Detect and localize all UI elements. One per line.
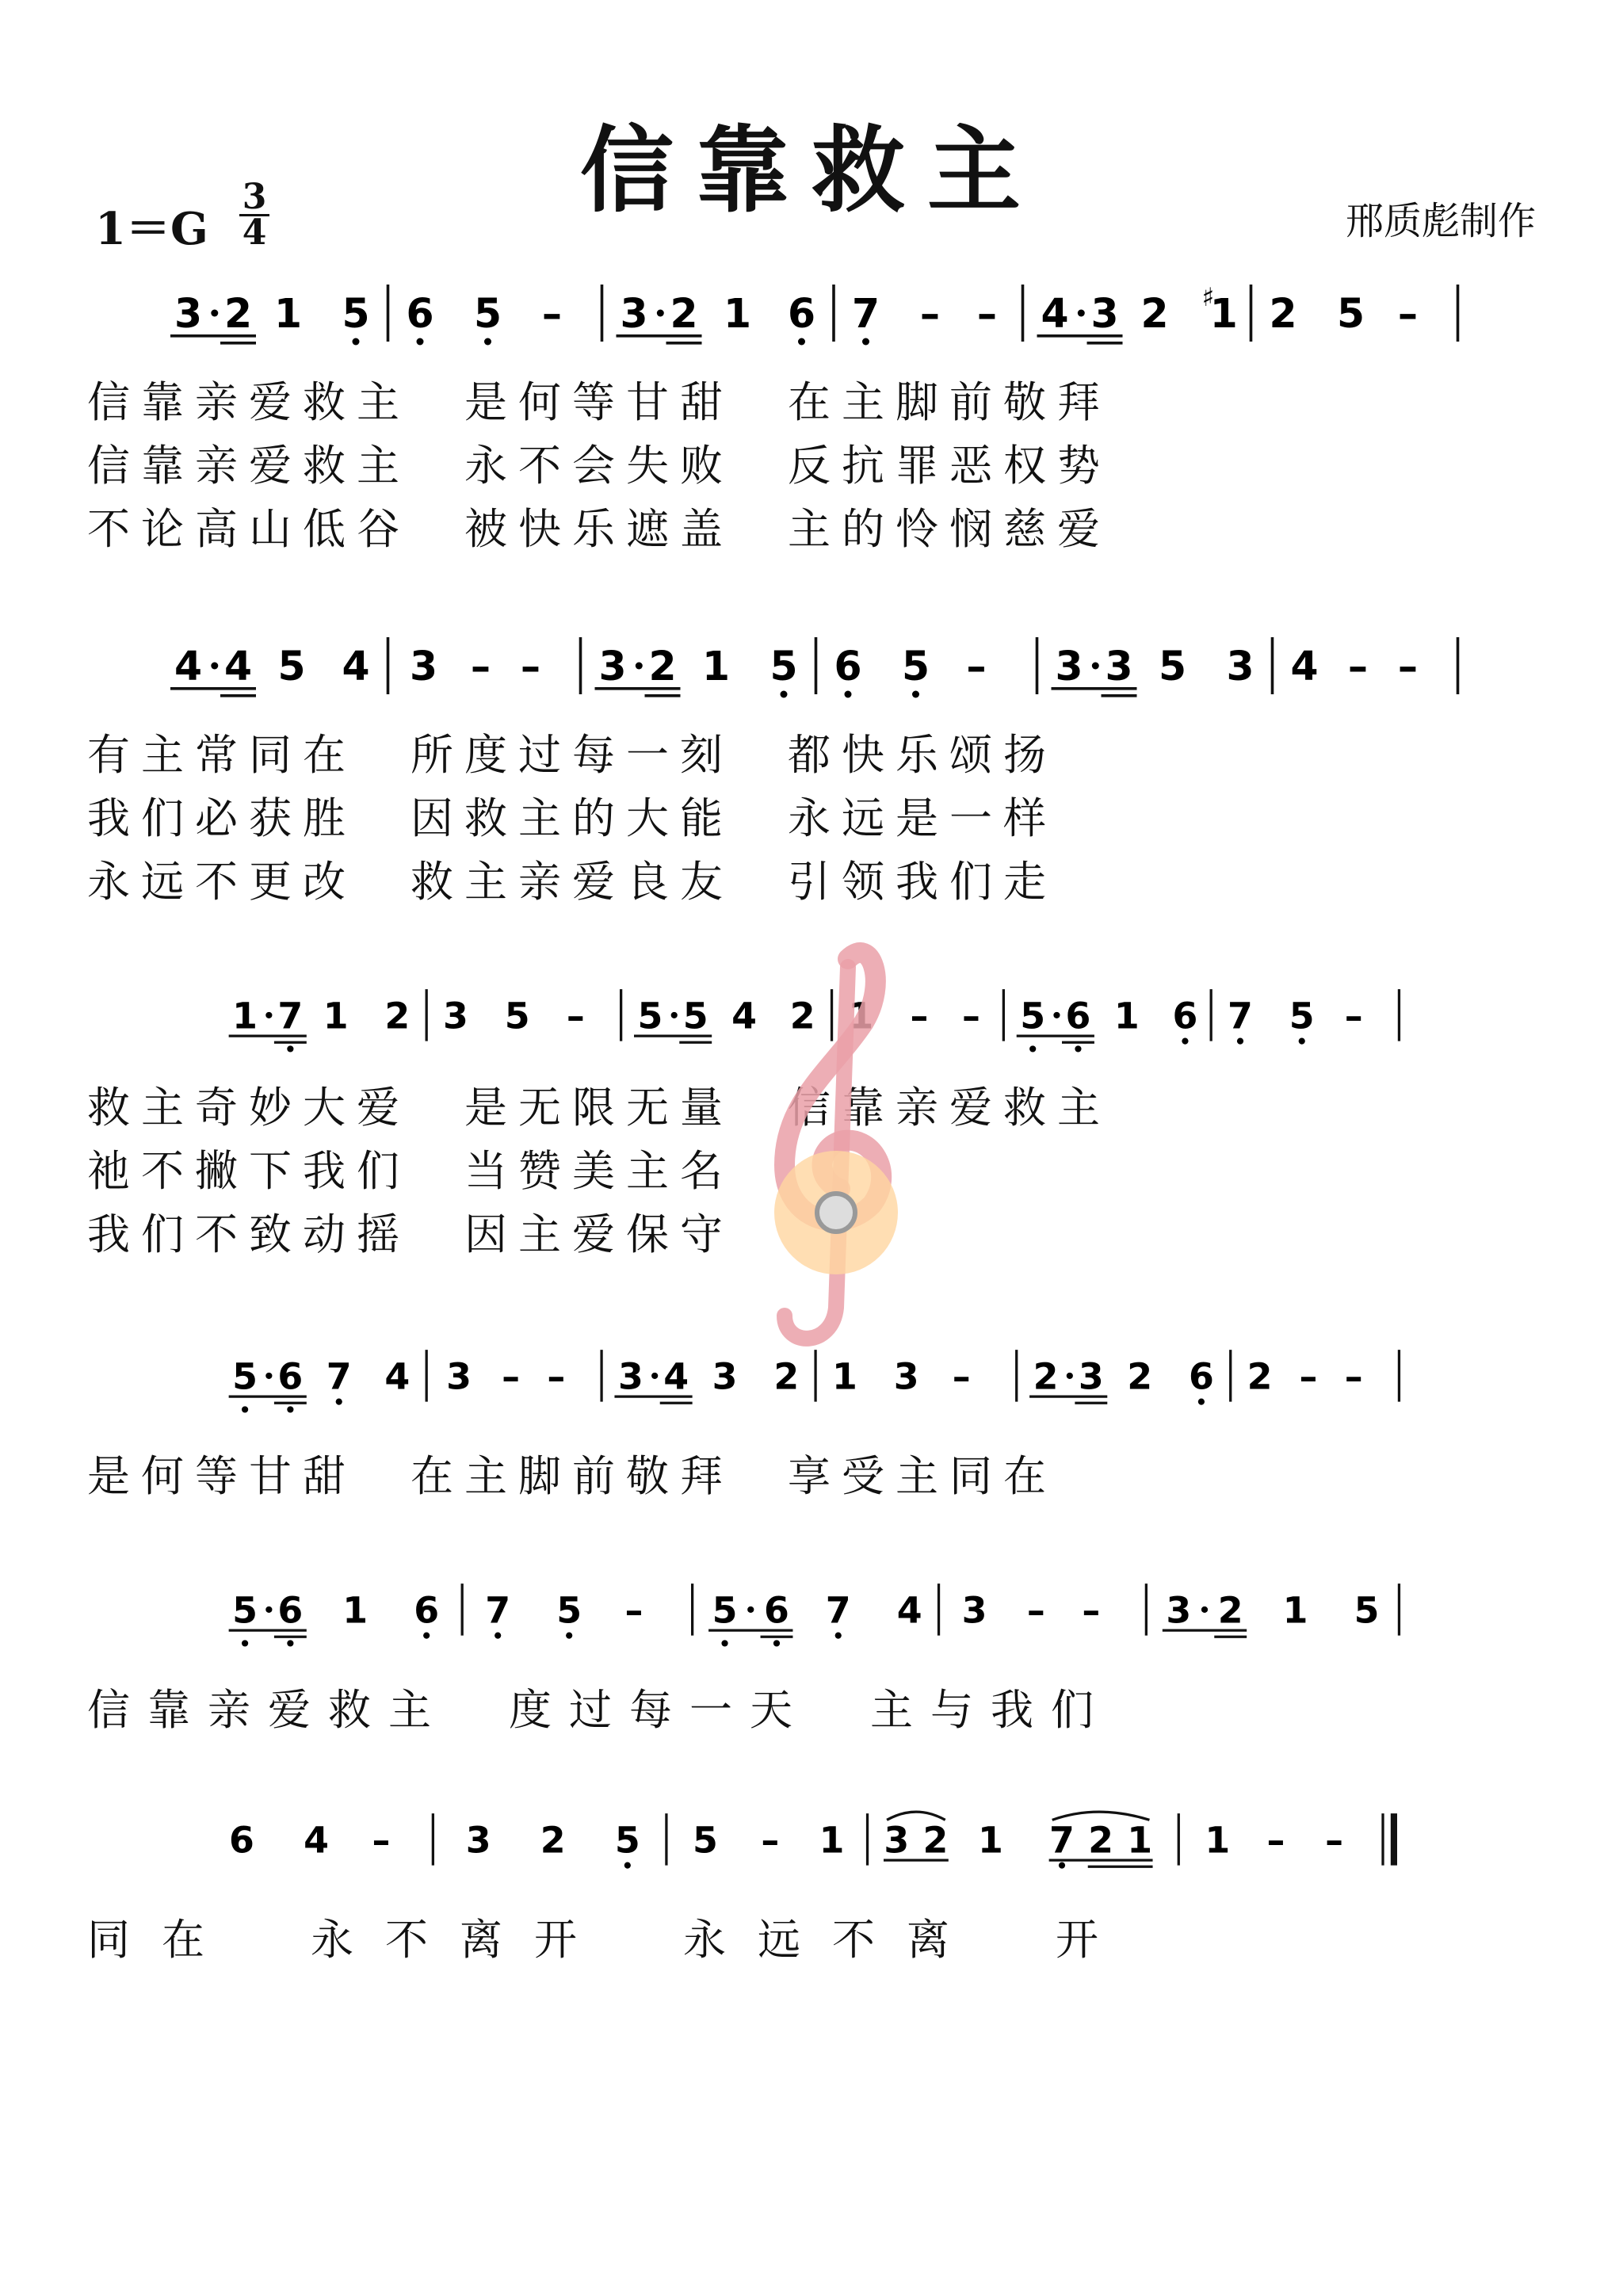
svg-text:2: 2 bbox=[1247, 1354, 1273, 1398]
svg-text:5: 5 bbox=[232, 1354, 258, 1398]
svg-text:3: 3 bbox=[884, 1818, 910, 1862]
lyric-verse-3: 不论高山低谷 被快乐遮盖 主的怜悯慈爱 bbox=[87, 504, 1111, 554]
svg-text:5: 5 bbox=[1354, 1588, 1380, 1632]
svg-text:7: 7 bbox=[825, 1588, 851, 1632]
svg-text:1: 1 bbox=[978, 1818, 1003, 1862]
svg-text:2: 2 bbox=[789, 994, 815, 1037]
svg-text:–: – bbox=[1344, 994, 1363, 1037]
svg-text:5: 5 bbox=[693, 1818, 718, 1862]
svg-text:1: 1 bbox=[323, 994, 349, 1037]
svg-text:5: 5 bbox=[1336, 290, 1365, 337]
svg-text:4: 4 bbox=[1041, 290, 1069, 337]
svg-text:–: – bbox=[566, 994, 585, 1037]
lyric-verse-1: 同在 永不离开 永远不离 开 bbox=[87, 1915, 1130, 1965]
svg-text:7: 7 bbox=[1228, 994, 1253, 1037]
svg-text:3: 3 bbox=[465, 1818, 491, 1862]
svg-text:2: 2 bbox=[1033, 1354, 1059, 1398]
svg-text:–: – bbox=[547, 1354, 566, 1398]
svg-text:5: 5 bbox=[637, 994, 663, 1037]
svg-text:4: 4 bbox=[731, 994, 758, 1037]
svg-text:2: 2 bbox=[648, 643, 677, 690]
svg-text:6: 6 bbox=[787, 290, 816, 337]
lyric-verse-2: 信靠亲爱救主 永不会失败 反抗罪恶权势 bbox=[87, 441, 1111, 491]
svg-text:2: 2 bbox=[1140, 290, 1169, 337]
svg-text:–: – bbox=[1299, 1354, 1318, 1398]
svg-text:5: 5 bbox=[556, 1588, 582, 1632]
svg-text:–: – bbox=[372, 1818, 391, 1862]
svg-text:6: 6 bbox=[1172, 994, 1198, 1037]
svg-text:3: 3 bbox=[1226, 643, 1254, 690]
svg-text:7: 7 bbox=[485, 1588, 511, 1632]
svg-text:4: 4 bbox=[384, 1354, 411, 1398]
svg-text:6: 6 bbox=[277, 1588, 304, 1632]
svg-text:3: 3 bbox=[961, 1588, 987, 1632]
svg-text:2: 2 bbox=[922, 1818, 949, 1862]
svg-text:–: – bbox=[910, 994, 929, 1037]
svg-text:3: 3 bbox=[1166, 1588, 1192, 1632]
svg-text:2: 2 bbox=[223, 290, 253, 337]
svg-text:3: 3 bbox=[1055, 643, 1083, 690]
svg-text:♯: ♯ bbox=[1201, 282, 1215, 312]
svg-text:4: 4 bbox=[342, 643, 370, 690]
svg-text:1: 1 bbox=[701, 643, 731, 690]
svg-text:1: 1 bbox=[831, 1354, 857, 1398]
svg-text:–: – bbox=[919, 290, 941, 337]
score-row-1 bbox=[87, 277, 1537, 571]
svg-text:5: 5 bbox=[614, 1818, 640, 1862]
svg-text:1: 1 bbox=[1113, 994, 1140, 1037]
svg-text:1: 1 bbox=[723, 290, 752, 337]
score-row-4 bbox=[87, 1343, 1537, 1518]
notation-line-5 bbox=[87, 1577, 1537, 1648]
svg-text:5: 5 bbox=[769, 643, 798, 690]
svg-text:–: – bbox=[966, 643, 987, 690]
svg-text:5: 5 bbox=[712, 1588, 738, 1632]
lyric-verse-3: 我们不致动摇 因主爱保守 bbox=[87, 1209, 734, 1259]
svg-text:6: 6 bbox=[1188, 1354, 1214, 1398]
svg-text:–: – bbox=[1082, 1588, 1101, 1632]
svg-text:–: – bbox=[962, 994, 980, 1037]
svg-text:5: 5 bbox=[1158, 643, 1187, 690]
svg-text:3: 3 bbox=[1090, 290, 1119, 337]
svg-text:1: 1 bbox=[1127, 1818, 1153, 1862]
svg-text:–: – bbox=[520, 643, 541, 690]
svg-text:1: 1 bbox=[232, 994, 258, 1037]
time-signature bbox=[235, 177, 274, 253]
svg-text:–: – bbox=[976, 290, 998, 337]
key-signature: 1＝G bbox=[95, 203, 208, 255]
svg-text:3: 3 bbox=[893, 1354, 919, 1398]
svg-text:6: 6 bbox=[764, 1588, 789, 1632]
svg-text:7: 7 bbox=[1049, 1818, 1075, 1862]
svg-text:3: 3 bbox=[443, 994, 468, 1037]
meter-top: 3 bbox=[242, 177, 267, 217]
lyric-verse-1: 是何等甘甜 在主脚前敬拜 享受主同在 bbox=[87, 1451, 1057, 1501]
svg-text:–: – bbox=[761, 1818, 780, 1862]
lyric-verse-1: 救主奇妙大爱 是无限无量 信靠亲爱救主 bbox=[87, 1083, 1111, 1133]
svg-text:4: 4 bbox=[1290, 643, 1319, 690]
svg-text:6: 6 bbox=[1065, 994, 1091, 1037]
svg-text:5: 5 bbox=[277, 643, 306, 690]
svg-text:–: – bbox=[1397, 643, 1419, 690]
svg-text:2: 2 bbox=[773, 1354, 800, 1398]
svg-text:2: 2 bbox=[1269, 290, 1297, 337]
svg-text:6: 6 bbox=[834, 643, 862, 690]
svg-text:5: 5 bbox=[473, 290, 502, 337]
svg-text:3: 3 bbox=[1078, 1354, 1104, 1398]
lyric-verse-3: 永远不更改 救主亲爱良友 引领我们走 bbox=[87, 857, 1057, 907]
notation-line-2 bbox=[87, 630, 1537, 701]
treble-clef-watermark-icon bbox=[753, 935, 911, 1363]
svg-text:7: 7 bbox=[277, 994, 304, 1037]
svg-text:1: 1 bbox=[273, 290, 303, 337]
svg-text:5: 5 bbox=[232, 1588, 258, 1632]
lyric-verse-2: 祂不撇下我们 当赞美主名 bbox=[87, 1146, 734, 1196]
notation-line-6 bbox=[87, 1807, 1537, 1878]
lyric-verse-1: 有主常同在 所度过每一刻 都快乐颂扬 bbox=[87, 730, 1057, 780]
svg-text:1: 1 bbox=[1205, 1818, 1231, 1862]
svg-text:5: 5 bbox=[1289, 994, 1315, 1037]
lyric-verse-1: 信靠亲爱救主 度过每一天 主与我们 bbox=[87, 1685, 1111, 1735]
svg-text:3: 3 bbox=[598, 643, 627, 690]
svg-text:–: – bbox=[952, 1354, 971, 1398]
svg-text:3: 3 bbox=[446, 1354, 472, 1398]
svg-text:6: 6 bbox=[414, 1588, 440, 1632]
svg-text:–: – bbox=[1266, 1818, 1285, 1862]
svg-text:5: 5 bbox=[682, 994, 708, 1037]
svg-text:5: 5 bbox=[901, 643, 930, 690]
svg-text:3: 3 bbox=[409, 643, 438, 690]
svg-text:1: 1 bbox=[1282, 1588, 1308, 1632]
svg-text:–: – bbox=[1397, 290, 1419, 337]
svg-text:4: 4 bbox=[174, 643, 203, 690]
svg-text:3: 3 bbox=[617, 1354, 643, 1398]
svg-text:5: 5 bbox=[504, 994, 530, 1037]
svg-text:4: 4 bbox=[223, 643, 253, 690]
svg-text:6: 6 bbox=[406, 290, 434, 337]
svg-text:–: – bbox=[470, 643, 491, 690]
meter-bottom: 4 bbox=[242, 212, 267, 253]
svg-text:2: 2 bbox=[670, 290, 698, 337]
score-row-2 bbox=[87, 630, 1537, 923]
svg-text:1: 1 bbox=[848, 994, 874, 1037]
svg-text:3: 3 bbox=[1105, 643, 1133, 690]
svg-text:7: 7 bbox=[326, 1354, 352, 1398]
svg-text:2: 2 bbox=[1127, 1354, 1153, 1398]
svg-text:3: 3 bbox=[174, 290, 203, 337]
svg-text:5: 5 bbox=[342, 290, 370, 337]
svg-text:–: – bbox=[541, 290, 563, 337]
svg-text:6: 6 bbox=[229, 1818, 254, 1862]
svg-text:6: 6 bbox=[277, 1354, 304, 1398]
svg-text:–: – bbox=[502, 1354, 520, 1398]
lyric-verse-1: 信靠亲爱救主 是何等甘甜 在主脚前敬拜 bbox=[87, 377, 1111, 427]
svg-text:1: 1 bbox=[819, 1818, 845, 1862]
svg-text:3: 3 bbox=[620, 290, 648, 337]
svg-text:–: – bbox=[1347, 643, 1369, 690]
svg-text:5: 5 bbox=[1020, 994, 1046, 1037]
svg-text:1: 1 bbox=[342, 1588, 369, 1632]
svg-text:4: 4 bbox=[896, 1588, 922, 1632]
svg-text:2: 2 bbox=[540, 1818, 566, 1862]
svg-text:4: 4 bbox=[304, 1818, 330, 1862]
svg-text:3: 3 bbox=[712, 1354, 738, 1398]
svg-text:4: 4 bbox=[663, 1354, 689, 1398]
svg-text:7: 7 bbox=[851, 290, 880, 337]
score-row-5 bbox=[87, 1577, 1537, 1752]
svg-text:–: – bbox=[1325, 1818, 1344, 1862]
svg-text:–: – bbox=[1344, 1354, 1363, 1398]
svg-text:2: 2 bbox=[1217, 1588, 1243, 1632]
score-row-6 bbox=[87, 1807, 1537, 1981]
svg-text:2: 2 bbox=[1088, 1818, 1114, 1862]
svg-text:2: 2 bbox=[384, 994, 411, 1037]
lyric-verse-2: 我们必获胜 因救主的大能 永远是一样 bbox=[87, 793, 1057, 843]
svg-text:–: – bbox=[1026, 1588, 1045, 1632]
notation-line-1 bbox=[87, 277, 1537, 349]
author-credit: 邢质彪制作 bbox=[1345, 199, 1536, 243]
song-title: 信靠救主 bbox=[579, 115, 1043, 225]
svg-text:1: 1 bbox=[1209, 290, 1238, 337]
svg-text:–: – bbox=[624, 1588, 643, 1632]
